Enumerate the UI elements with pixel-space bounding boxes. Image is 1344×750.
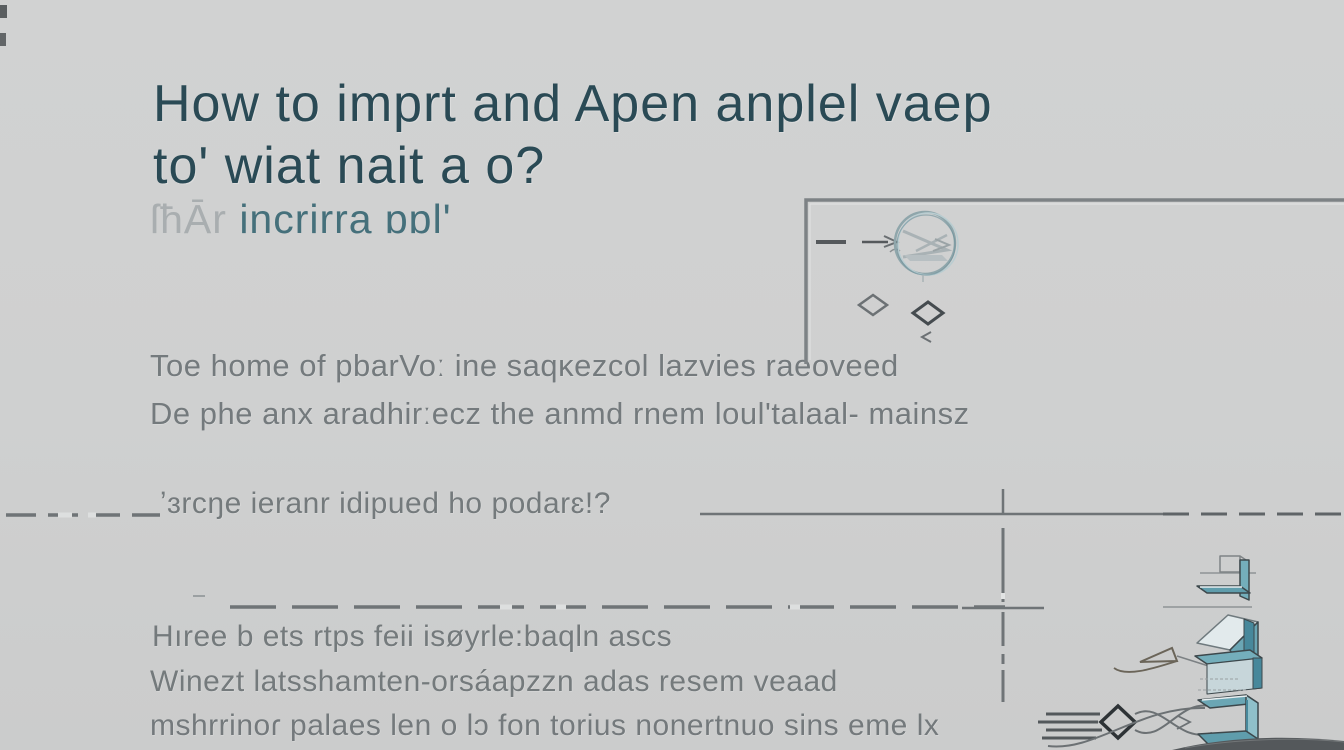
flow-circle-icon <box>895 212 958 282</box>
page-title-line-1: How to imprt and Apen anplel vaep <box>153 75 993 133</box>
iso-shape-1 <box>1197 556 1250 600</box>
chevron-left-icon <box>922 332 931 342</box>
corner-swoosh <box>1172 738 1344 750</box>
small-diamond-icons <box>859 295 943 342</box>
steps-paragraph-line-3: mshrrinoɾ palaes len o lɔ fon torius nonertnuo sins eme lx <box>150 709 940 742</box>
diamond-icon-right <box>913 302 943 324</box>
question-divider-line <box>6 489 1344 515</box>
intro-paragraph-line-2: De phe anх aradhirːecz the anmd rnem loul'talaal- mainsz <box>150 396 970 431</box>
intro-paragraph-line-1: Toe home of pbarVoː ine saqĸezcol lazvies raeoveed <box>150 348 899 383</box>
panel-outline <box>806 200 1344 364</box>
isometric-steps-illustration <box>1195 556 1262 746</box>
steps-paragraph-line-2: Winezt latsshamten-orsáapzzn adas resem veaad <box>150 665 838 698</box>
page-title-line-2: to' wiat nait a o? <box>153 137 546 195</box>
crosshair-line <box>962 528 1044 702</box>
question-line: ʼɜrcŋe ieranr idipued ho podarɛ!? <box>160 487 611 520</box>
diamond-icon-left <box>859 295 887 315</box>
subtitle-main: incrirra ɒɒl' <box>239 196 452 242</box>
iso-shape-3 <box>1195 650 1262 694</box>
hatch-lines-icon <box>1038 714 1102 738</box>
steps-paragraph-line-1: Hıree b ets rtps feii isøyrle:baqln ascs <box>152 620 673 653</box>
subtitle-prefix: ſħĀr <box>150 196 240 242</box>
dashed-arrow <box>816 236 900 252</box>
steps-divider-line <box>193 596 1005 607</box>
iso-shape-4 <box>1198 695 1258 746</box>
